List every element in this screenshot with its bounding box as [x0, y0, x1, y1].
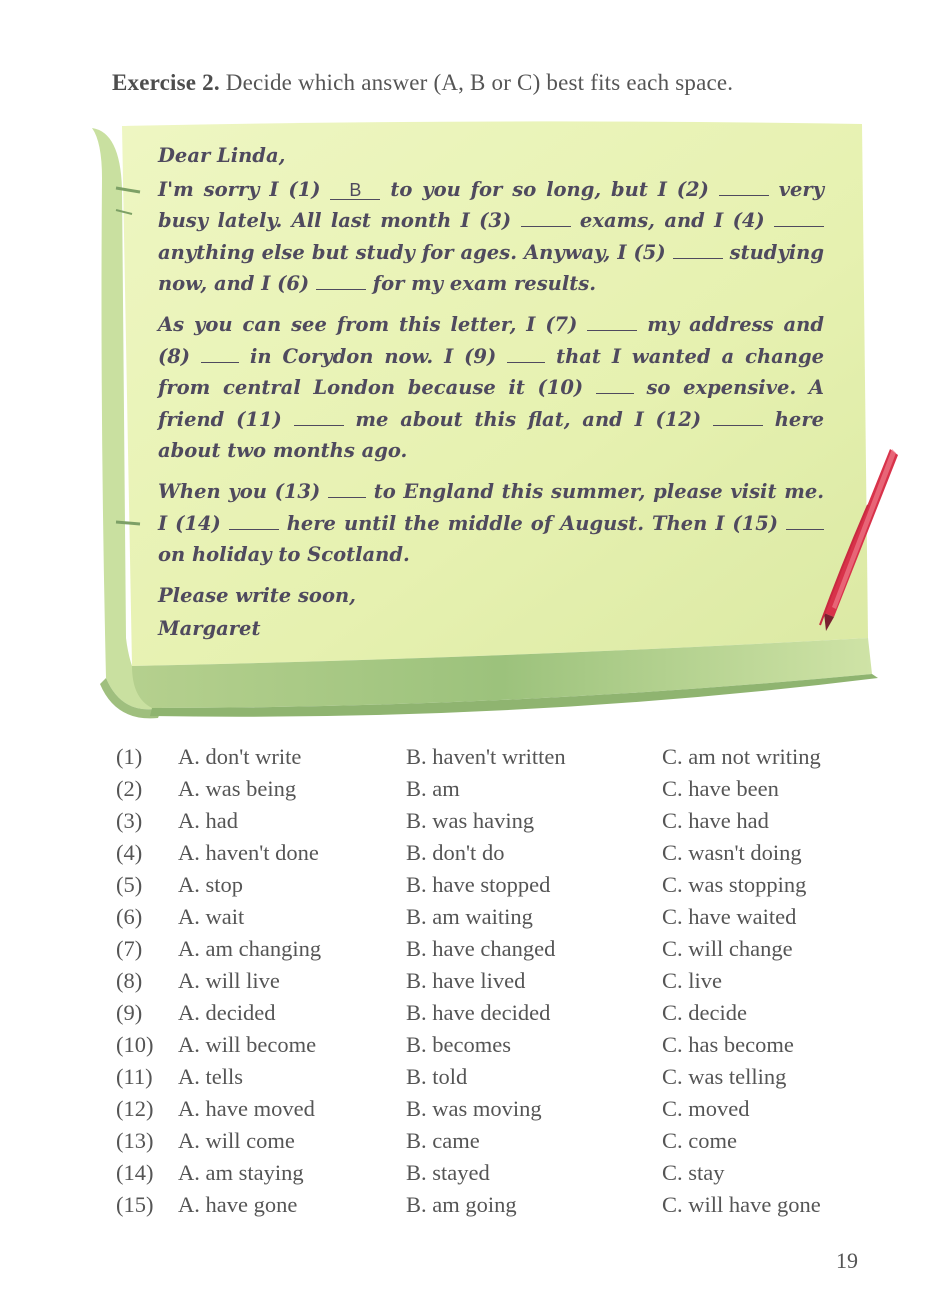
letter-text: in Corydon now. I (9) — [249, 344, 497, 368]
option-number: (1) — [116, 744, 143, 769]
option-row — [116, 1064, 876, 1096]
letter-text: exams, and I (4) — [579, 209, 765, 233]
blank-14[interactable] — [229, 511, 279, 530]
letter-paragraph-3 — [158, 476, 824, 571]
letter-text: very busy lately. All last month I (3) — [158, 177, 825, 233]
option-row — [116, 1032, 876, 1064]
option-number: (12) — [116, 1096, 154, 1121]
option-a[interactable]: A. tells — [178, 1064, 243, 1089]
option-c[interactable]: C. live — [662, 968, 722, 993]
option-row — [116, 1096, 876, 1128]
option-number: (3) — [116, 808, 143, 833]
letter-salutation: Dear Linda, — [158, 144, 286, 167]
letter-scroll — [92, 118, 882, 722]
option-a[interactable]: A. wait — [178, 904, 245, 929]
option-number: (11) — [116, 1064, 153, 1089]
option-row — [116, 872, 876, 904]
letter-paragraph-1 — [158, 174, 824, 300]
option-c[interactable]: C. decide — [662, 1000, 747, 1025]
blank-13[interactable] — [328, 479, 366, 498]
letter-paragraph-2 — [158, 309, 824, 467]
option-c[interactable]: C. have had — [662, 808, 769, 833]
letter-text: me about this flat, and I (12) — [355, 407, 702, 431]
option-number: (2) — [116, 776, 143, 801]
option-number: (10) — [116, 1032, 154, 1057]
option-b[interactable]: B. haven't written — [406, 744, 566, 769]
option-c[interactable]: C. am not writing — [662, 744, 821, 769]
option-row — [116, 808, 876, 840]
option-c[interactable]: C. was telling — [662, 1064, 787, 1089]
option-number: (6) — [116, 904, 143, 929]
blank-6[interactable] — [316, 271, 366, 290]
option-c[interactable]: C. has become — [662, 1032, 794, 1057]
option-row — [116, 744, 876, 776]
blank-11[interactable] — [294, 407, 344, 426]
blank-9[interactable] — [507, 344, 545, 363]
option-a[interactable]: A. will come — [178, 1128, 295, 1153]
option-a[interactable]: A. don't write — [178, 744, 302, 769]
option-row — [116, 968, 876, 1000]
option-c[interactable]: C. have been — [662, 776, 779, 801]
option-b[interactable]: B. am going — [406, 1192, 517, 1217]
letter-text: here about two months ago. — [158, 407, 825, 463]
answer-options-table — [116, 744, 876, 1224]
letter-text: anything else but study for ages. Anyway, I (5) — [158, 240, 666, 264]
option-a[interactable]: A. will become — [178, 1032, 317, 1057]
option-c[interactable]: C. have waited — [662, 904, 797, 929]
exercise-label: Exercise 2. — [112, 70, 220, 95]
letter-text: for my exam results. — [372, 272, 597, 296]
option-a[interactable]: A. have gone — [178, 1192, 298, 1217]
option-a[interactable]: A. will live — [178, 968, 280, 993]
exercise-title — [112, 70, 733, 96]
blank-10[interactable] — [596, 375, 634, 394]
letter-text: studying now, and I (6) — [158, 240, 824, 296]
option-b[interactable]: B. told — [406, 1064, 468, 1089]
option-a[interactable]: A. was being — [178, 776, 297, 801]
option-row — [116, 840, 876, 872]
option-a[interactable]: A. had — [178, 808, 238, 833]
option-c[interactable]: C. moved — [662, 1096, 750, 1121]
option-row — [116, 936, 876, 968]
page-number: 19 — [836, 1248, 858, 1273]
option-row — [116, 1160, 876, 1192]
option-c[interactable]: C. will change — [662, 936, 793, 961]
option-c[interactable]: C. wasn't doing — [662, 840, 802, 865]
option-number: (9) — [116, 1000, 143, 1025]
option-b[interactable]: B. have changed — [406, 936, 556, 961]
letter-text: When you (13) — [158, 479, 321, 503]
letter-text: to you for so long, but I (2) — [390, 177, 709, 201]
option-number: (15) — [116, 1192, 154, 1217]
option-row — [116, 1192, 876, 1224]
exercise-instruction: Decide which answer (A, B or C) best fits each space. — [225, 70, 734, 95]
blank-3[interactable] — [521, 208, 571, 227]
blank-7[interactable] — [587, 312, 637, 331]
option-c[interactable]: C. will have gone — [662, 1192, 821, 1217]
blank-8[interactable] — [201, 344, 239, 363]
option-number: (7) — [116, 936, 143, 961]
option-a[interactable]: A. am changing — [178, 936, 322, 961]
option-a[interactable]: A. decided — [178, 1000, 276, 1025]
letter-text: here until the middle of August. Then I (15) — [286, 511, 779, 535]
option-row — [116, 904, 876, 936]
option-b[interactable]: B. have lived — [406, 968, 526, 993]
option-a[interactable]: A. have moved — [178, 1096, 315, 1121]
letter-closing: Please write soon, — [158, 583, 356, 607]
option-b[interactable]: B. stayed — [406, 1160, 490, 1185]
option-a[interactable]: A. stop — [178, 872, 244, 897]
option-number: (8) — [116, 968, 143, 993]
option-b[interactable]: B. am — [406, 776, 460, 801]
letter-text: that I wanted a change from central London because it (10) — [158, 344, 824, 400]
option-row — [116, 776, 876, 808]
option-number: (5) — [116, 872, 143, 897]
option-number: (13) — [116, 1128, 154, 1153]
option-b[interactable]: B. was having — [406, 808, 535, 833]
letter-text: so expensive. A friend (11) — [158, 376, 825, 431]
blank-1[interactable]: B — [330, 181, 380, 200]
blank-4[interactable] — [774, 208, 824, 227]
option-number: (4) — [116, 840, 143, 865]
letter-signature: Margaret — [158, 617, 261, 641]
option-a[interactable]: A. am staying — [178, 1160, 304, 1185]
option-b[interactable]: B. becomes — [406, 1032, 511, 1057]
option-row — [116, 1000, 876, 1032]
letter-text: my address and (8) — [158, 312, 824, 368]
option-c[interactable]: C. stay — [662, 1160, 725, 1185]
letter-body — [158, 140, 824, 654]
option-a[interactable]: A. haven't done — [178, 840, 319, 865]
letter-text: I'm sorry I (1) — [158, 177, 321, 201]
letter-text: to England this summer, please visit me. I (14) — [158, 479, 825, 535]
blank-2[interactable] — [719, 177, 769, 196]
option-b[interactable]: B. have decided — [406, 1000, 551, 1025]
option-b[interactable]: B. don't do — [406, 840, 505, 865]
option-c[interactable]: C. was stopping — [662, 872, 807, 897]
option-b[interactable]: B. am waiting — [406, 904, 533, 929]
letter-text: on holiday to Scotland. — [158, 543, 410, 567]
option-c[interactable]: C. come — [662, 1128, 737, 1153]
option-b[interactable]: B. was moving — [406, 1096, 542, 1121]
letter-text: As you can see from this letter, I (7) — [158, 312, 578, 336]
option-b[interactable]: B. came — [406, 1128, 480, 1153]
blank-12[interactable] — [713, 407, 763, 426]
blank-5[interactable] — [673, 240, 723, 259]
option-number: (14) — [116, 1160, 154, 1185]
option-b[interactable]: B. have stopped — [406, 872, 551, 897]
option-row — [116, 1128, 876, 1160]
pen-icon — [812, 445, 902, 635]
